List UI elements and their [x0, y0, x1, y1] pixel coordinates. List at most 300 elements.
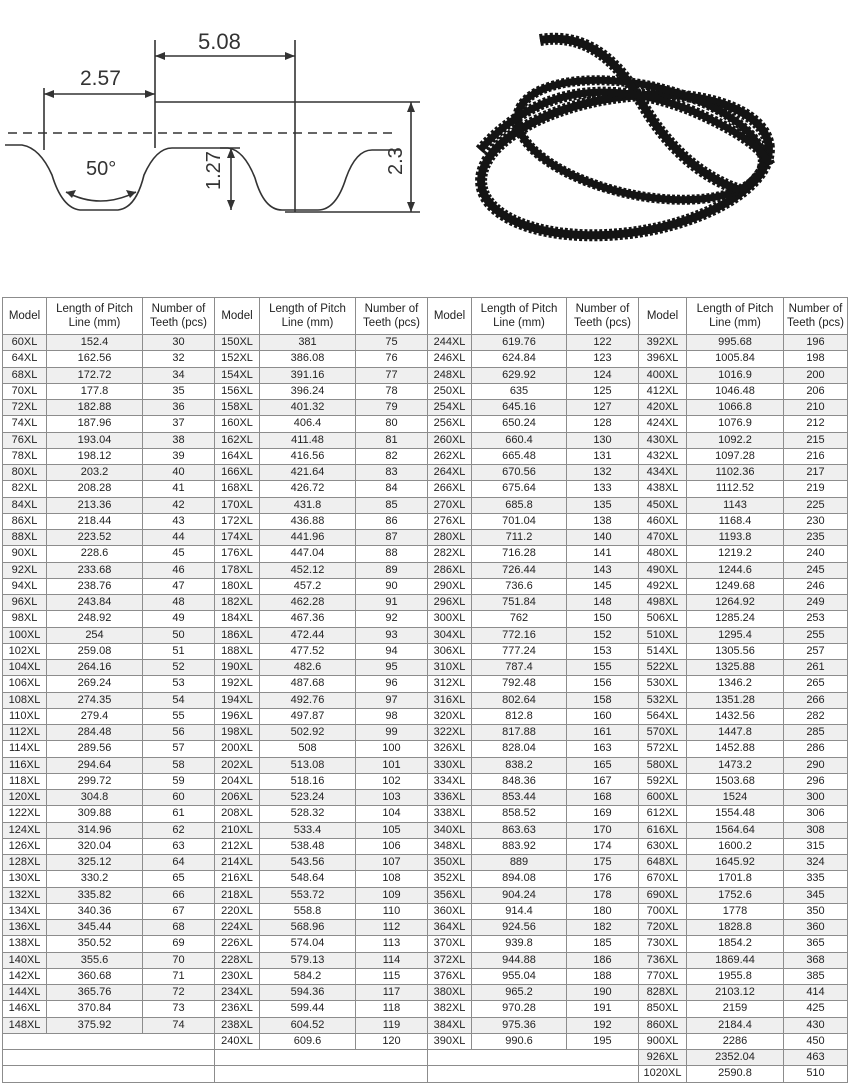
teeth-cell: 163	[567, 741, 639, 757]
length-cell: 1295.4	[687, 627, 784, 643]
teeth-cell: 50	[143, 627, 215, 643]
table-row	[3, 676, 215, 692]
table-row	[639, 1066, 848, 1082]
model-cell: 112XL	[3, 725, 47, 741]
model-cell: 182XL	[215, 595, 260, 611]
model-cell: 316XL	[428, 692, 472, 708]
header-length: Length of Pitch Line (mm)	[260, 298, 356, 335]
teeth-cell: 57	[143, 741, 215, 757]
table-row	[3, 985, 215, 1001]
length-cell: 762	[472, 611, 567, 627]
model-cell: 90XL	[3, 546, 47, 562]
teeth-cell: 160	[567, 708, 639, 724]
model-cell: 700XL	[639, 903, 687, 919]
length-cell: 787.4	[472, 660, 567, 676]
table-row	[639, 822, 848, 838]
teeth-cell: 195	[567, 1033, 639, 1049]
teeth-cell: 180	[567, 903, 639, 919]
table-row	[428, 351, 639, 367]
length-cell: 502.92	[260, 725, 356, 741]
teeth-cell: 414	[784, 985, 848, 1001]
model-cell: 514XL	[639, 643, 687, 659]
length-cell: 889	[472, 855, 567, 871]
teeth-cell: 165	[567, 757, 639, 773]
length-cell: 726.44	[472, 562, 567, 578]
model-cell: 164XL	[215, 448, 260, 464]
model-cell: 600XL	[639, 790, 687, 806]
table-row	[639, 643, 848, 659]
teeth-cell: 112	[356, 920, 428, 936]
table-row	[3, 855, 215, 871]
model-cell: 132XL	[3, 887, 47, 903]
length-cell: 452.12	[260, 562, 356, 578]
table-row	[428, 432, 639, 448]
table-row	[639, 968, 848, 984]
length-cell: 223.52	[47, 530, 143, 546]
empty-cell	[3, 1033, 215, 1049]
teeth-cell: 282	[784, 708, 848, 724]
model-cell: 364XL	[428, 920, 472, 936]
model-cell: 214XL	[215, 855, 260, 871]
model-cell: 204XL	[215, 773, 260, 789]
model-cell: 244XL	[428, 335, 472, 351]
table-row	[639, 416, 848, 432]
length-cell: 995.68	[687, 335, 784, 351]
teeth-cell: 96	[356, 676, 428, 692]
model-cell: 490XL	[639, 562, 687, 578]
empty-row	[3, 1066, 215, 1082]
empty-cell	[215, 1050, 428, 1066]
teeth-cell: 35	[143, 383, 215, 399]
length-cell: 482.6	[260, 660, 356, 676]
model-cell: 254XL	[428, 400, 472, 416]
size-table-3	[427, 297, 639, 1083]
teeth-cell: 30	[143, 335, 215, 351]
teeth-cell: 425	[784, 1001, 848, 1017]
model-cell: 186XL	[215, 627, 260, 643]
length-cell: 2590.8	[687, 1066, 784, 1082]
length-cell: 1102.36	[687, 465, 784, 481]
length-cell: 1524	[687, 790, 784, 806]
table-row	[3, 1017, 215, 1033]
size-table-1	[2, 297, 215, 1083]
model-cell: 400XL	[639, 367, 687, 383]
model-cell: 172XL	[215, 513, 260, 529]
model-cell: 340XL	[428, 822, 472, 838]
model-cell: 144XL	[3, 985, 47, 1001]
length-cell: 594.36	[260, 985, 356, 1001]
table-row	[3, 465, 215, 481]
model-cell: 1020XL	[639, 1066, 687, 1082]
length-cell: 243.84	[47, 595, 143, 611]
header-teeth: Number of Teeth (pcs)	[356, 298, 428, 335]
length-cell: 1244.6	[687, 562, 784, 578]
table-row	[215, 968, 428, 984]
table-row	[215, 757, 428, 773]
model-cell: 198XL	[215, 725, 260, 741]
teeth-cell: 335	[784, 871, 848, 887]
teeth-cell: 155	[567, 660, 639, 676]
model-cell: 262XL	[428, 448, 472, 464]
table-row	[428, 1017, 639, 1033]
table-row	[215, 351, 428, 367]
model-cell: 460XL	[639, 513, 687, 529]
teeth-cell: 132	[567, 465, 639, 481]
header-model: Model	[3, 298, 47, 335]
table-row	[3, 903, 215, 919]
length-cell: 218.44	[47, 513, 143, 529]
model-cell: 392XL	[639, 335, 687, 351]
table-row	[3, 708, 215, 724]
model-cell: 412XL	[639, 383, 687, 399]
teeth-cell: 55	[143, 708, 215, 724]
model-cell: 250XL	[428, 383, 472, 399]
model-cell: 230XL	[215, 968, 260, 984]
length-cell: 2184.4	[687, 1017, 784, 1033]
table-row	[428, 741, 639, 757]
length-cell: 817.88	[472, 725, 567, 741]
length-cell: 970.28	[472, 1001, 567, 1017]
model-cell: 180XL	[215, 578, 260, 594]
empty-cell	[428, 1066, 639, 1082]
length-cell: 1600.2	[687, 838, 784, 854]
length-cell: 492.76	[260, 692, 356, 708]
length-cell: 1143	[687, 497, 784, 513]
table-row	[428, 481, 639, 497]
model-cell: 234XL	[215, 985, 260, 1001]
teeth-cell: 365	[784, 936, 848, 952]
length-cell: 304.8	[47, 790, 143, 806]
teeth-cell: 37	[143, 416, 215, 432]
length-cell: 426.72	[260, 481, 356, 497]
model-cell: 154XL	[215, 367, 260, 383]
teeth-cell: 306	[784, 806, 848, 822]
model-cell: 100XL	[3, 627, 47, 643]
length-cell: 751.84	[472, 595, 567, 611]
teeth-cell: 63	[143, 838, 215, 854]
teeth-cell: 110	[356, 903, 428, 919]
length-cell: 487.68	[260, 676, 356, 692]
length-cell: 254	[47, 627, 143, 643]
model-cell: 510XL	[639, 627, 687, 643]
model-cell: 306XL	[428, 643, 472, 659]
length-cell: 1351.28	[687, 692, 784, 708]
teeth-cell: 65	[143, 871, 215, 887]
table-row	[639, 481, 848, 497]
teeth-cell: 106	[356, 838, 428, 854]
length-cell: 1193.8	[687, 530, 784, 546]
length-cell: 213.36	[47, 497, 143, 513]
teeth-cell: 192	[567, 1017, 639, 1033]
table-row	[428, 335, 639, 351]
teeth-cell: 175	[567, 855, 639, 871]
length-cell: 568.96	[260, 920, 356, 936]
model-cell: 720XL	[639, 920, 687, 936]
model-cell: 348XL	[428, 838, 472, 854]
table-row	[428, 692, 639, 708]
teeth-cell: 60	[143, 790, 215, 806]
teeth-cell: 53	[143, 676, 215, 692]
table-row	[428, 920, 639, 936]
model-cell: 184XL	[215, 611, 260, 627]
model-cell: 168XL	[215, 481, 260, 497]
table-row	[428, 595, 639, 611]
teeth-cell: 75	[356, 335, 428, 351]
teeth-cell: 46	[143, 562, 215, 578]
length-cell: 685.8	[472, 497, 567, 513]
length-cell: 1264.92	[687, 595, 784, 611]
length-cell: 1097.28	[687, 448, 784, 464]
model-cell: 434XL	[639, 465, 687, 481]
length-cell: 264.16	[47, 660, 143, 676]
model-cell: 300XL	[428, 611, 472, 627]
model-cell: 424XL	[639, 416, 687, 432]
length-cell: 1076.9	[687, 416, 784, 432]
length-cell: 1564.64	[687, 822, 784, 838]
model-cell: 270XL	[428, 497, 472, 513]
model-cell: 370XL	[428, 936, 472, 952]
teeth-cell: 123	[567, 351, 639, 367]
model-cell: 616XL	[639, 822, 687, 838]
model-cell: 106XL	[3, 676, 47, 692]
length-cell: 599.44	[260, 1001, 356, 1017]
empty-cell	[215, 1066, 428, 1082]
table-row	[428, 497, 639, 513]
empty-row	[215, 1066, 428, 1082]
length-cell: 1828.8	[687, 920, 784, 936]
teeth-cell: 143	[567, 562, 639, 578]
length-cell: 284.48	[47, 725, 143, 741]
table-row	[428, 968, 639, 984]
model-cell: 420XL	[639, 400, 687, 416]
teeth-cell: 90	[356, 578, 428, 594]
table-row	[428, 855, 639, 871]
model-cell: 68XL	[3, 367, 47, 383]
teeth-cell: 145	[567, 578, 639, 594]
model-cell: 290XL	[428, 578, 472, 594]
model-cell: 120XL	[3, 790, 47, 806]
table-row	[639, 351, 848, 367]
model-cell: 218XL	[215, 887, 260, 903]
table-row	[215, 676, 428, 692]
length-cell: 944.88	[472, 952, 567, 968]
length-cell: 736.6	[472, 578, 567, 594]
table-row	[428, 708, 639, 724]
length-cell: 162.56	[47, 351, 143, 367]
table-row	[3, 773, 215, 789]
table-row	[215, 822, 428, 838]
length-cell: 203.2	[47, 465, 143, 481]
model-cell: 248XL	[428, 367, 472, 383]
table-row	[639, 708, 848, 724]
length-cell: 299.72	[47, 773, 143, 789]
model-cell: 130XL	[3, 871, 47, 887]
table-row	[639, 806, 848, 822]
teeth-cell: 141	[567, 546, 639, 562]
length-cell: 325.12	[47, 855, 143, 871]
teeth-cell: 45	[143, 546, 215, 562]
teeth-cell: 265	[784, 676, 848, 692]
length-cell: 330.2	[47, 871, 143, 887]
model-cell: 178XL	[215, 562, 260, 578]
teeth-cell: 103	[356, 790, 428, 806]
model-cell: 146XL	[3, 1001, 47, 1017]
table-row	[428, 725, 639, 741]
model-cell: 312XL	[428, 676, 472, 692]
teeth-cell: 128	[567, 416, 639, 432]
model-cell: 162XL	[215, 432, 260, 448]
table-row	[639, 383, 848, 399]
table-row	[3, 416, 215, 432]
teeth-cell: 196	[784, 335, 848, 351]
teeth-cell: 253	[784, 611, 848, 627]
length-cell: 472.44	[260, 627, 356, 643]
model-cell: 350XL	[428, 855, 472, 871]
table-row	[3, 822, 215, 838]
length-cell: 396.24	[260, 383, 356, 399]
model-cell: 612XL	[639, 806, 687, 822]
length-cell: 269.24	[47, 676, 143, 692]
teeth-cell: 125	[567, 383, 639, 399]
empty-row	[428, 1066, 639, 1082]
model-cell: 286XL	[428, 562, 472, 578]
model-cell: 122XL	[3, 806, 47, 822]
length-cell: 1249.68	[687, 578, 784, 594]
length-cell: 533.4	[260, 822, 356, 838]
table-row	[215, 1017, 428, 1033]
teeth-cell: 61	[143, 806, 215, 822]
length-cell: 558.8	[260, 903, 356, 919]
table-row	[639, 595, 848, 611]
model-cell: 134XL	[3, 903, 47, 919]
teeth-cell: 62	[143, 822, 215, 838]
table-row	[428, 400, 639, 416]
table-row	[215, 465, 428, 481]
model-cell: 260XL	[428, 432, 472, 448]
table-row	[639, 871, 848, 887]
teeth-cell: 76	[356, 351, 428, 367]
model-cell: 194XL	[215, 692, 260, 708]
table-row	[3, 838, 215, 854]
teeth-cell: 185	[567, 936, 639, 952]
model-cell: 280XL	[428, 530, 472, 546]
model-cell: 118XL	[3, 773, 47, 789]
table-row	[3, 952, 215, 968]
teeth-cell: 85	[356, 497, 428, 513]
teeth-cell: 120	[356, 1033, 428, 1049]
length-cell: 2352.04	[687, 1050, 784, 1066]
teeth-cell: 70	[143, 952, 215, 968]
length-cell: 365.76	[47, 985, 143, 1001]
table-row	[639, 627, 848, 643]
table-row	[428, 562, 639, 578]
table-row	[215, 448, 428, 464]
length-cell: 335.82	[47, 887, 143, 903]
teeth-cell: 86	[356, 513, 428, 529]
dim-angle-label: 50°	[86, 158, 117, 180]
teeth-cell: 117	[356, 985, 428, 1001]
length-cell: 675.64	[472, 481, 567, 497]
teeth-cell: 235	[784, 530, 848, 546]
model-cell: 174XL	[215, 530, 260, 546]
length-cell: 812.8	[472, 708, 567, 724]
length-cell: 238.76	[47, 578, 143, 594]
table-row	[639, 1017, 848, 1033]
teeth-cell: 138	[567, 513, 639, 529]
teeth-cell: 43	[143, 513, 215, 529]
model-cell: 360XL	[428, 903, 472, 919]
table-row	[3, 790, 215, 806]
table-row	[428, 578, 639, 594]
model-cell: 78XL	[3, 448, 47, 464]
model-cell: 96XL	[3, 595, 47, 611]
length-cell: 274.35	[47, 692, 143, 708]
table-row	[639, 936, 848, 952]
model-cell: 256XL	[428, 416, 472, 432]
table-row	[3, 806, 215, 822]
length-cell: 314.96	[47, 822, 143, 838]
belt-tooth-profile-diagram	[0, 0, 850, 290]
length-cell: 914.4	[472, 903, 567, 919]
table-row	[215, 530, 428, 546]
teeth-cell: 40	[143, 465, 215, 481]
table-row	[428, 936, 639, 952]
length-cell: 1452.88	[687, 741, 784, 757]
model-cell: 376XL	[428, 968, 472, 984]
teeth-cell: 133	[567, 481, 639, 497]
length-cell: 650.24	[472, 416, 567, 432]
table-row	[428, 822, 639, 838]
model-cell: 76XL	[3, 432, 47, 448]
model-cell: 850XL	[639, 1001, 687, 1017]
empty-row	[3, 1033, 215, 1049]
teeth-cell: 510	[784, 1066, 848, 1082]
length-cell: 2286	[687, 1033, 784, 1049]
table-row	[639, 887, 848, 903]
length-cell: 182.88	[47, 400, 143, 416]
length-cell: 406.4	[260, 416, 356, 432]
model-cell: 208XL	[215, 806, 260, 822]
model-cell: 380XL	[428, 985, 472, 1001]
length-cell: 2159	[687, 1001, 784, 1017]
model-cell: 220XL	[215, 903, 260, 919]
table-row	[3, 1001, 215, 1017]
model-cell: 238XL	[215, 1017, 260, 1033]
model-cell: 430XL	[639, 432, 687, 448]
table-row	[639, 773, 848, 789]
teeth-cell: 47	[143, 578, 215, 594]
length-cell: 894.08	[472, 871, 567, 887]
table-row	[3, 383, 215, 399]
teeth-cell: 122	[567, 335, 639, 351]
model-cell: 176XL	[215, 546, 260, 562]
teeth-cell: 217	[784, 465, 848, 481]
model-cell: 236XL	[215, 1001, 260, 1017]
table-row	[428, 627, 639, 643]
teeth-cell: 77	[356, 367, 428, 383]
table-row	[215, 741, 428, 757]
teeth-cell: 105	[356, 822, 428, 838]
empty-cell	[428, 1050, 639, 1066]
dim-depth-label: 1.27	[203, 151, 225, 190]
table-row	[428, 952, 639, 968]
table-row	[215, 335, 428, 351]
model-cell: 92XL	[3, 562, 47, 578]
teeth-cell: 257	[784, 643, 848, 659]
teeth-cell: 176	[567, 871, 639, 887]
teeth-cell: 89	[356, 562, 428, 578]
table-row	[428, 676, 639, 692]
